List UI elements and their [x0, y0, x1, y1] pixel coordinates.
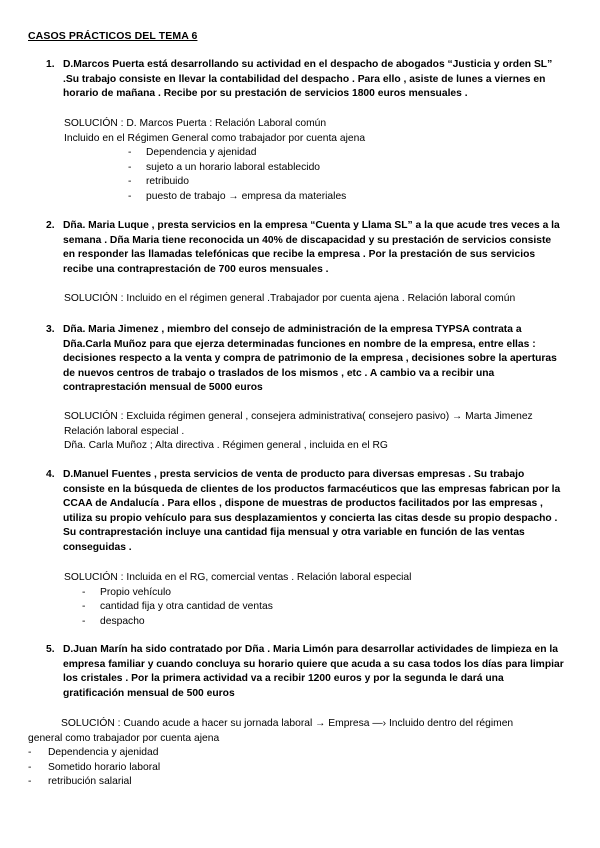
case-2-solution — [64, 292, 515, 307]
solution-bullet-list — [110, 146, 365, 204]
case-statement: D.Manuel Fuentes , presta servicios de venta de producto para diversas empresas . Su trabajo consiste en la búsqueda de clientes de los productos farmacéuticos que las empresas fabrican por la CCAA de Andalucía . Para ellos , dispone de muestras de productos facilitados por las empresas , utiliza su propio vehículo para sus desplazamientos y concierta las citas desde su propio despacho . Su contraprestación incluye una cantidad fija mensual y otra variable en función de las ventas conseguidas . — [63, 469, 561, 553]
case-1 — [46, 58, 566, 102]
case-5 — [46, 643, 566, 701]
case-statement: Dña. Maria Jimenez , miembro del consejo de administración de la empresa TYPSA contrata a Dña.Carla Muñoz para que ejerza determinadas funciones en nombre de la empresa, entre ellas : decisiones respecto a la venta y compra de patrimonio de la empresa , decisiones sobre la aperturas de nuevos centros de trabajo o traslados de los mismos , etc . A cambio va a recibir una contraprestación mensual de 5000 euros — [63, 324, 557, 393]
case-5-solution — [28, 717, 513, 790]
case-number: 5. — [46, 644, 55, 655]
solution-line: SOLUCIÓN : Cuando acude a hacer su jornada laboral → Empresa —› Incluido dentro del régimen — [61, 718, 514, 729]
case-number: 3. — [46, 324, 55, 335]
list-item: - cantidad fija y otra cantidad de ventas — [64, 600, 411, 615]
case-2 — [46, 219, 566, 277]
case-number: 4. — [46, 469, 55, 480]
case-3 — [46, 323, 566, 396]
case-4-solution — [64, 571, 411, 629]
solution-bullet-list — [64, 586, 411, 630]
solution-line: Relación laboral especial . — [64, 425, 185, 437]
case-1-solution — [64, 117, 365, 204]
case-4 — [46, 468, 566, 555]
list-item: - Dependencia y ajenidad — [28, 746, 513, 761]
case-number: 2. — [46, 220, 55, 231]
case-3-solution — [64, 410, 533, 454]
solution-line: Dña. Carla Muñoz ; Alta directiva . Régimen general , incluida en el RG — [64, 440, 388, 451]
solution-line: SOLUCIÓN : Incluido en el régimen general .Trabajador por cuenta ajena . Relación laboral común — [64, 293, 516, 304]
solution-bullet-list — [28, 746, 513, 790]
case-statement: Dña. Maria Luque , presta servicios en la empresa “Cuenta y Llama SL” a la que acude tres veces a la semana . Dña Maria tiene reconocida un 40% de discapacidad y su prestación de servicios consiste en responder las llamadas telefónicas que recibe la empresa . Por la prestación de sus servicios recibe una contraprestación de 700 euros mensuales . — [63, 220, 560, 275]
list-item: - retribuido — [110, 175, 365, 190]
solution-line: Incluido en el Régimen General como trabajador por cuenta ajena — [64, 132, 366, 144]
list-item: - Dependencia y ajenidad — [110, 146, 365, 161]
list-item: - retribución salarial — [28, 775, 513, 790]
solution-line: SOLUCIÓN : D. Marcos Puerta : Relación Laboral común — [64, 118, 327, 129]
solution-line: SOLUCIÓN : Incluida en el RG, comercial ventas . Relación laboral especial — [64, 572, 412, 583]
list-item: - sujeto a un horario laboral establecido — [110, 161, 365, 176]
document-title: CASOS PRÁCTICOS DEL TEMA 6 — [28, 30, 198, 42]
solution-line: general como trabajador por cuenta ajena — [28, 732, 220, 744]
solution-line: SOLUCIÓN : Excluida régimen general , consejera administrativa( consejero pasivo) → Marta Jimenez — [64, 411, 533, 422]
case-number: 1. — [46, 59, 55, 70]
case-statement: D.Juan Marín ha sido contratado por Dña . Maria Limón para desarrollar actividades de limpieza en la empresa familiar y cuando concluya su horario quiere que acuda a su casa todos los días para limpiar los cristales . Por la primera actividad va a recibir 1200 euros y por la segunda le dará una gratificación mensual de 500 euros — [63, 644, 564, 699]
case-statement: D.Marcos Puerta está desarrollando su actividad en el despacho de abogados “Justicia y orden SL” .Su trabajo consiste en llevar la contabilidad del despacho . Para ello , asiste de lunes a viernes en horario de mañana . Recibe por su prestación de servicios 1800 euros mensuales . — [63, 59, 553, 99]
list-item: - despacho — [64, 615, 411, 630]
list-item: - Sometido horario laboral — [28, 761, 513, 776]
list-item: - puesto de trabajo → empresa da materiales — [110, 190, 365, 205]
list-item: - Propio vehículo — [64, 586, 411, 601]
